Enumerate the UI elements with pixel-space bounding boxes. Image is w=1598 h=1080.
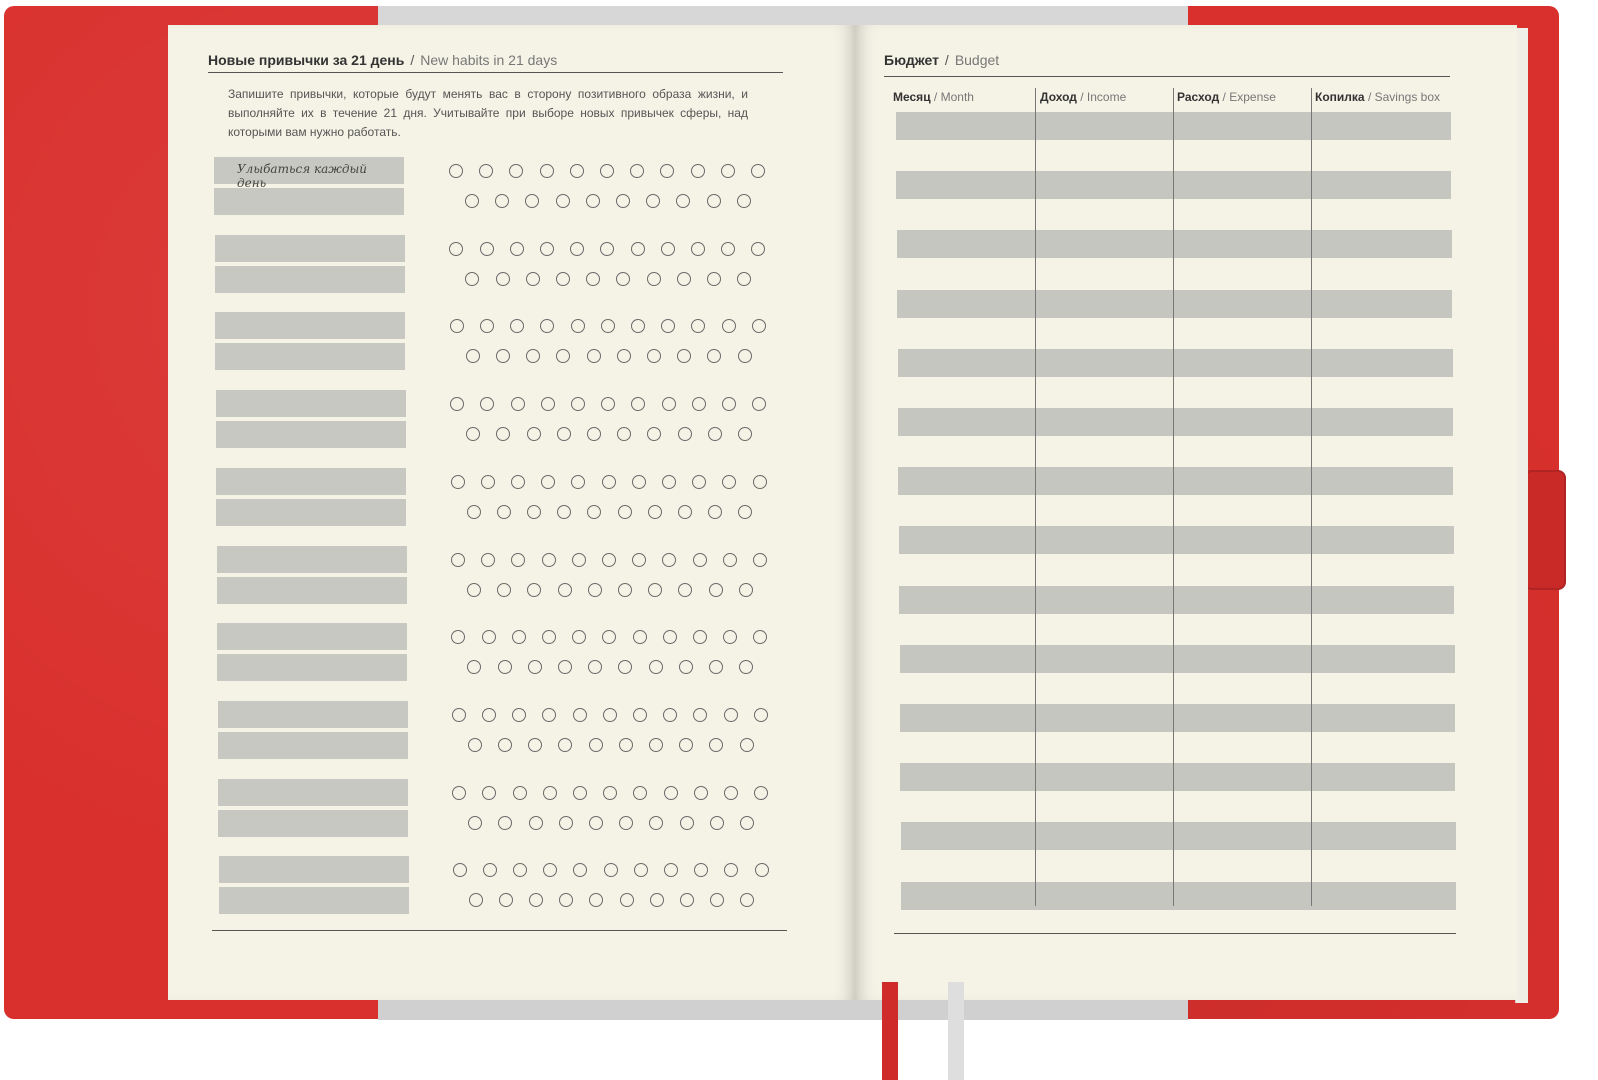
habit-day-circle[interactable]: [527, 583, 541, 597]
habit-day-circle[interactable]: [632, 553, 646, 567]
habit-day-circle[interactable]: [511, 397, 525, 411]
habit-day-circle[interactable]: [540, 164, 554, 178]
habit-day-circle[interactable]: [647, 272, 661, 286]
left-bottom-rule: [212, 930, 787, 931]
habit-day-circle[interactable]: [722, 397, 736, 411]
budget-row[interactable]: [898, 349, 1453, 377]
habit-day-circle[interactable]: [649, 660, 663, 674]
income-label-ru: Доход: [1040, 90, 1077, 104]
habit-day-circle[interactable]: [467, 583, 481, 597]
habit-day-circle[interactable]: [677, 272, 691, 286]
habit-day-circle[interactable]: [586, 194, 600, 208]
habit-day-circle[interactable]: [649, 816, 663, 830]
habit-day-circle[interactable]: [721, 242, 735, 256]
habit-day-circle[interactable]: [724, 708, 738, 722]
budget-row[interactable]: [900, 704, 1455, 732]
habit-line[interactable]: [219, 856, 409, 883]
title-separator: /: [410, 52, 415, 68]
habit-day-circle[interactable]: [498, 816, 512, 830]
left-page-title: [208, 52, 557, 68]
habit-day-circle[interactable]: [573, 786, 587, 800]
red-bookmark-ribbon[interactable]: [882, 982, 898, 1080]
habit-day-circle[interactable]: [556, 194, 570, 208]
habit-day-circle[interactable]: [662, 553, 676, 567]
habit-day-circle[interactable]: [480, 242, 494, 256]
habit-day-circle[interactable]: [483, 863, 497, 877]
habit-day-circle[interactable]: [678, 427, 692, 441]
habit-day-circle[interactable]: [556, 272, 570, 286]
budget-title-en: Budget: [954, 52, 1000, 68]
habit-day-circle[interactable]: [571, 319, 585, 333]
habit-line[interactable]: [217, 577, 407, 604]
slash: /: [1222, 90, 1226, 104]
first-habit-label: Улыбаться каждый день: [237, 162, 368, 190]
habit-day-circle[interactable]: [511, 553, 525, 567]
habit-day-circle[interactable]: [631, 242, 645, 256]
habit-day-circle[interactable]: [679, 738, 693, 752]
habit-day-circle[interactable]: [465, 194, 479, 208]
habit-day-circle[interactable]: [664, 786, 678, 800]
budget-title-ru: Бюджет: [884, 52, 939, 68]
habit-day-circle[interactable]: [662, 397, 676, 411]
habit-line[interactable]: [216, 390, 406, 417]
column-header-income: [1040, 90, 1126, 104]
habit-day-circle[interactable]: [540, 242, 554, 256]
habit-day-circle[interactable]: [557, 505, 571, 519]
habit-day-circle[interactable]: [603, 786, 617, 800]
habit-day-circle[interactable]: [527, 505, 541, 519]
habit-line[interactable]: [217, 546, 407, 573]
habit-day-circle[interactable]: [632, 475, 646, 489]
habit-line[interactable]: [218, 779, 408, 806]
budget-row[interactable]: [899, 526, 1454, 554]
budget-row[interactable]: [898, 408, 1453, 436]
habit-day-circle[interactable]: [678, 583, 692, 597]
habit-day-circle[interactable]: [693, 553, 707, 567]
habit-day-circle[interactable]: [452, 786, 466, 800]
habit-line[interactable]: [215, 343, 405, 370]
habit-day-circle[interactable]: [512, 708, 526, 722]
habit-day-circle[interactable]: [498, 738, 512, 752]
habit-day-circle[interactable]: [468, 738, 482, 752]
habit-day-circle[interactable]: [663, 708, 677, 722]
budget-row[interactable]: [900, 645, 1455, 673]
income-label-en: Income: [1086, 90, 1127, 104]
habit-day-circle[interactable]: [663, 630, 677, 644]
habit-day-circle[interactable]: [618, 505, 632, 519]
habit-day-circle[interactable]: [469, 893, 483, 907]
habit-day-circle[interactable]: [619, 816, 633, 830]
habit-line[interactable]: [218, 701, 408, 728]
habit-day-circle[interactable]: [616, 194, 630, 208]
budget-column-divider: [1035, 88, 1036, 906]
habit-day-circle[interactable]: [600, 242, 614, 256]
habit-day-circle[interactable]: [753, 553, 767, 567]
habit-day-circle[interactable]: [543, 786, 557, 800]
habit-day-circle[interactable]: [707, 272, 721, 286]
habit-day-circle[interactable]: [451, 475, 465, 489]
habit-day-circle[interactable]: [589, 816, 603, 830]
budget-row[interactable]: [901, 882, 1456, 910]
white-bookmark-ribbon[interactable]: [948, 982, 964, 1080]
habit-day-circle[interactable]: [586, 272, 600, 286]
habit-day-circle[interactable]: [542, 553, 556, 567]
habit-day-circle[interactable]: [512, 630, 526, 644]
habit-day-circle[interactable]: [738, 349, 752, 363]
month-label-ru: Месяц: [893, 90, 931, 104]
habit-line[interactable]: [219, 887, 409, 914]
habit-day-circle[interactable]: [692, 397, 706, 411]
habit-day-circle[interactable]: [619, 738, 633, 752]
habit-day-circle[interactable]: [751, 242, 765, 256]
habit-day-circle[interactable]: [740, 816, 754, 830]
habit-day-circle[interactable]: [587, 349, 601, 363]
habit-day-circle[interactable]: [680, 816, 694, 830]
habit-day-circle[interactable]: [453, 863, 467, 877]
habit-day-circle[interactable]: [633, 630, 647, 644]
left-title-rule: [208, 72, 783, 73]
habit-day-circle[interactable]: [708, 505, 722, 519]
habit-day-circle[interactable]: [557, 427, 571, 441]
habit-day-circle[interactable]: [692, 475, 706, 489]
habit-day-circle[interactable]: [498, 660, 512, 674]
habit-day-circle[interactable]: [451, 553, 465, 567]
habit-day-circle[interactable]: [724, 786, 738, 800]
habit-day-circle[interactable]: [452, 708, 466, 722]
budget-row[interactable]: [898, 467, 1453, 495]
habit-day-circle[interactable]: [649, 738, 663, 752]
habit-day-circle[interactable]: [587, 427, 601, 441]
habit-day-circle[interactable]: [571, 397, 585, 411]
habit-day-circle[interactable]: [616, 272, 630, 286]
habit-line[interactable]: [218, 810, 408, 837]
habit-day-circle[interactable]: [573, 708, 587, 722]
cover-clasp: [1524, 470, 1566, 590]
habit-line[interactable]: [216, 421, 406, 448]
habit-line[interactable]: [216, 468, 406, 495]
habit-day-circle[interactable]: [588, 583, 602, 597]
habit-day-circle[interactable]: [722, 319, 736, 333]
habit-day-circle[interactable]: [648, 583, 662, 597]
habit-day-circle[interactable]: [721, 164, 735, 178]
habit-line[interactable]: [215, 266, 405, 293]
habit-day-circle[interactable]: [755, 863, 769, 877]
right-page-title: [884, 52, 999, 68]
habit-day-circle[interactable]: [526, 272, 540, 286]
habit-day-circle[interactable]: [481, 475, 495, 489]
habit-day-circle[interactable]: [707, 194, 721, 208]
habit-day-circle[interactable]: [572, 553, 586, 567]
slash: /: [933, 90, 938, 104]
habit-day-circle[interactable]: [738, 427, 752, 441]
habit-day-circle[interactable]: [691, 242, 705, 256]
title-separator: /: [944, 52, 949, 68]
budget-row[interactable]: [899, 586, 1454, 614]
habit-day-circle[interactable]: [600, 164, 614, 178]
habit-day-circle[interactable]: [708, 427, 722, 441]
habit-day-circle[interactable]: [679, 660, 693, 674]
habit-day-circle[interactable]: [694, 786, 708, 800]
habit-day-circle[interactable]: [449, 164, 463, 178]
habit-day-circle[interactable]: [497, 505, 511, 519]
slash: /: [1080, 90, 1084, 104]
habit-day-circle[interactable]: [511, 475, 525, 489]
habit-day-circle[interactable]: [603, 708, 617, 722]
habit-day-circle[interactable]: [709, 583, 723, 597]
habit-day-circle[interactable]: [481, 553, 495, 567]
month-label-en: Month: [940, 90, 974, 104]
habit-day-circle[interactable]: [740, 738, 754, 752]
habit-day-circle[interactable]: [558, 583, 572, 597]
habit-day-circle[interactable]: [449, 242, 463, 256]
habit-day-circle[interactable]: [618, 583, 632, 597]
habit-day-circle[interactable]: [570, 242, 584, 256]
habit-day-circle[interactable]: [528, 738, 542, 752]
habit-day-circle[interactable]: [633, 708, 647, 722]
habit-day-circle[interactable]: [541, 397, 555, 411]
habits-title-ru: Новые привычки за 21 день: [208, 52, 405, 68]
habit-day-circle[interactable]: [723, 553, 737, 567]
savings-label-en: Savings box: [1374, 90, 1440, 104]
habit-day-circle[interactable]: [620, 893, 634, 907]
habit-day-circle[interactable]: [527, 427, 541, 441]
habit-day-circle[interactable]: [513, 786, 527, 800]
right-bottom-rule: [894, 933, 1456, 934]
habit-line[interactable]: [218, 732, 408, 759]
column-header-month: [893, 90, 974, 104]
habit-day-circle[interactable]: [529, 816, 543, 830]
habit-line[interactable]: [217, 654, 407, 681]
habit-day-circle[interactable]: [467, 505, 481, 519]
habit-day-circle[interactable]: [496, 272, 510, 286]
habit-day-circle[interactable]: [497, 583, 511, 597]
budget-column-divider: [1173, 88, 1174, 906]
habit-day-circle[interactable]: [541, 475, 555, 489]
habit-day-circle[interactable]: [604, 863, 618, 877]
habit-day-circle[interactable]: [602, 553, 616, 567]
habit-day-circle[interactable]: [589, 738, 603, 752]
budget-row[interactable]: [897, 290, 1452, 318]
habit-day-circle[interactable]: [482, 786, 496, 800]
habit-day-circle[interactable]: [634, 863, 648, 877]
column-header-savings: [1315, 90, 1440, 104]
habit-day-circle[interactable]: [648, 505, 662, 519]
habit-day-circle[interactable]: [465, 272, 479, 286]
habit-line[interactable]: [216, 499, 406, 526]
habit-day-circle[interactable]: [633, 786, 647, 800]
savings-label-ru: Копилка: [1315, 90, 1365, 104]
habit-line[interactable]: [215, 312, 405, 339]
habit-day-circle[interactable]: [661, 242, 675, 256]
budget-row[interactable]: [897, 230, 1452, 258]
habit-day-circle[interactable]: [499, 893, 513, 907]
habit-day-circle[interactable]: [737, 272, 751, 286]
habits-intro: Запишите привычки, которые будут менять вас в сторону позитивного образа жизни, и выполняйте их в течение 21 дня. Учитывайте при выборе новых привычек сферы, над которыми вам нужно работать.: [228, 87, 748, 139]
budget-row[interactable]: [901, 822, 1456, 850]
habit-day-circle[interactable]: [754, 786, 768, 800]
habit-day-circle[interactable]: [678, 505, 692, 519]
habit-day-circle[interactable]: [482, 630, 496, 644]
habit-day-circle[interactable]: [528, 660, 542, 674]
habit-day-circle[interactable]: [691, 164, 705, 178]
habit-day-circle[interactable]: [751, 164, 765, 178]
habit-day-circle[interactable]: [662, 475, 676, 489]
habit-day-circle[interactable]: [753, 475, 767, 489]
habit-day-circle[interactable]: [559, 816, 573, 830]
expense-label-en: Expense: [1229, 90, 1276, 104]
right-title-rule: [884, 76, 1450, 77]
budget-column-divider: [1311, 88, 1312, 906]
slash: /: [1367, 90, 1372, 104]
habit-line[interactable]: [217, 623, 407, 650]
habit-day-circle[interactable]: [510, 242, 524, 256]
habit-day-circle[interactable]: [737, 194, 751, 208]
habit-day-circle[interactable]: [754, 708, 768, 722]
cover-spine-band-bottom: [378, 1000, 1188, 1020]
habit-day-circle[interactable]: [602, 475, 616, 489]
habit-day-circle[interactable]: [482, 708, 496, 722]
habit-day-circle[interactable]: [650, 893, 664, 907]
habit-day-circle[interactable]: [710, 816, 724, 830]
column-header-expense: [1177, 90, 1276, 104]
habit-day-circle[interactable]: [570, 164, 584, 178]
expense-label-ru: Расход: [1177, 90, 1220, 104]
budget-row[interactable]: [900, 763, 1455, 791]
habit-day-circle[interactable]: [739, 583, 753, 597]
habit-day-circle[interactable]: [468, 816, 482, 830]
habit-line[interactable]: [215, 235, 405, 262]
habit-line[interactable]: [214, 188, 404, 215]
habits-title-en: New habits in 21 days: [420, 52, 558, 68]
